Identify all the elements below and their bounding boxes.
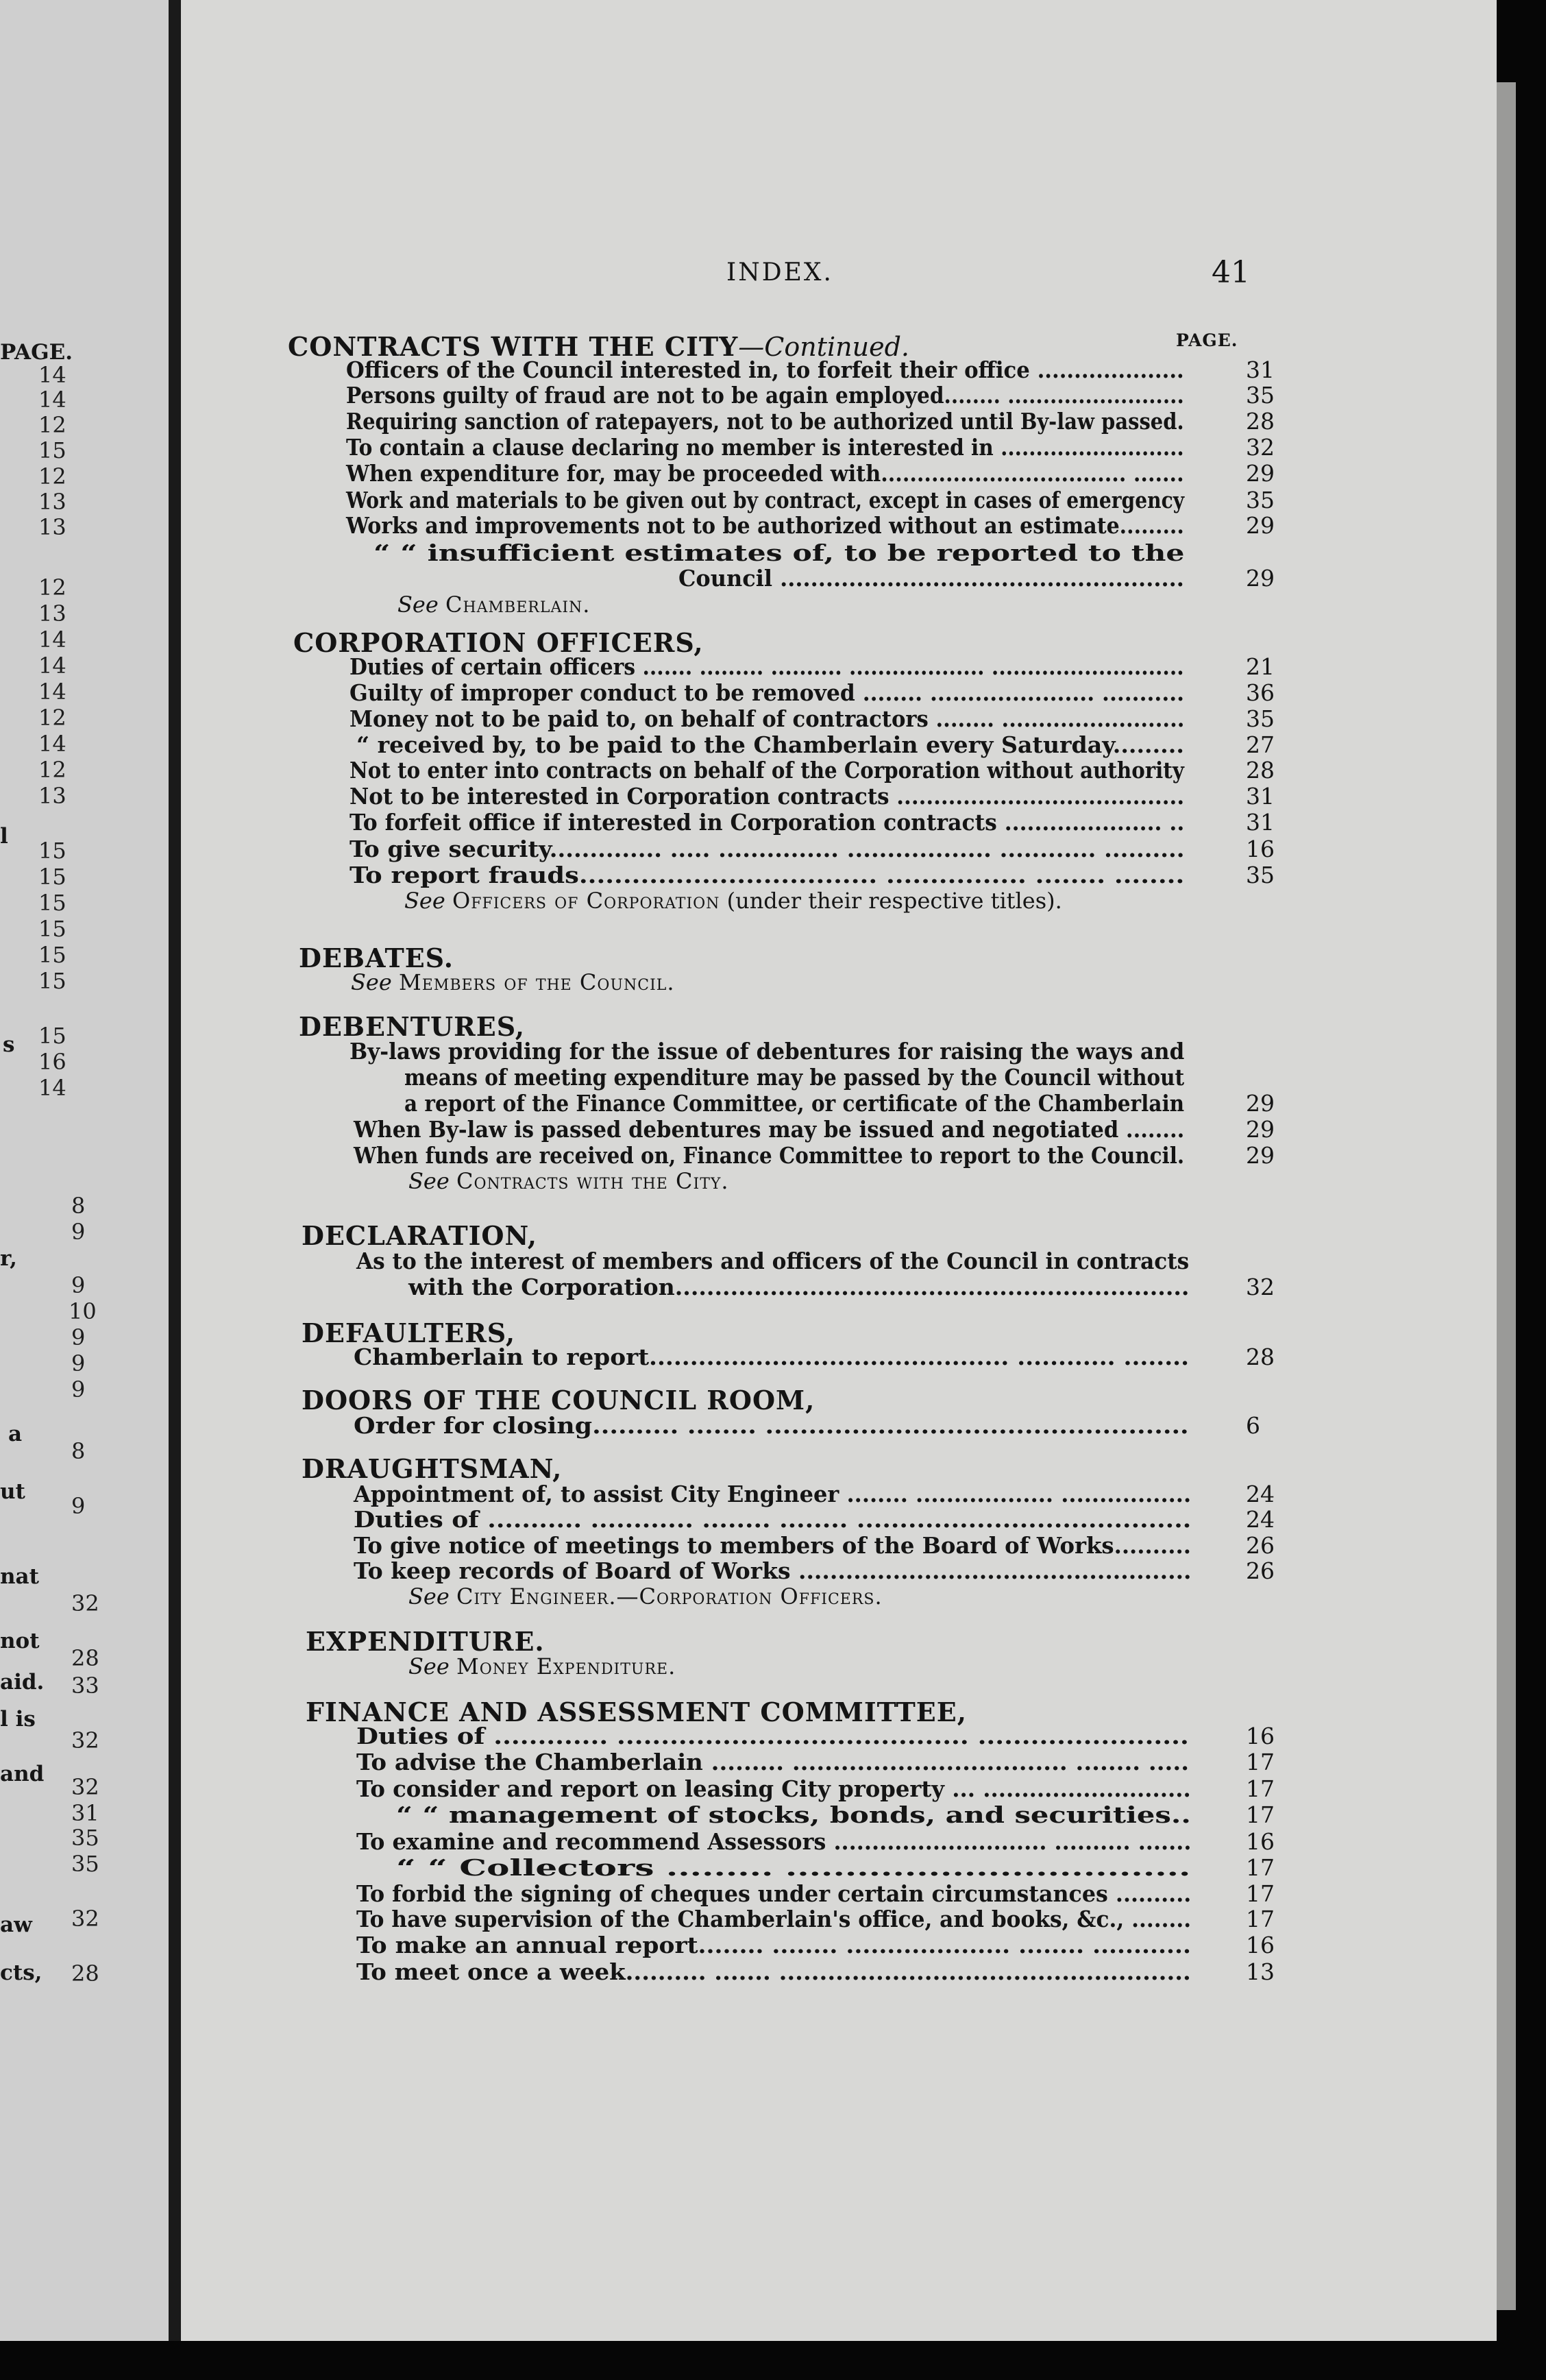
heading-text: CORPORATION OFFICERS,: [293, 627, 704, 658]
index-entry: [349, 757, 1287, 783]
entry-label: [302, 1385, 815, 1416]
entry-page-number: 17: [1246, 1801, 1275, 1828]
left-page-fragment-text: l: [0, 824, 8, 849]
entry-label: To have supervision of the Chamberlain's office, and books, &c., ........: [356, 1906, 1192, 1932]
entry-label: means of meeting expenditure may be passed by the Council without: [404, 1064, 1185, 1091]
entry-label: To examine and recommend Assessors ............................ .......... .......: [356, 1828, 1192, 1855]
entry-page-number: 17: [1246, 1854, 1275, 1881]
heading-continued: —Continued.: [738, 332, 909, 362]
see-word: See: [404, 888, 445, 914]
entry-label: Persons guilty of fraud are not to be again employed........ .........................: [346, 382, 1184, 409]
left-page-number: 12: [38, 463, 66, 489]
entry-page-number: 24: [1246, 1481, 1275, 1507]
entry-label: When expenditure for, may be proceeded with.................................. .......: [346, 460, 1184, 487]
index-entry: [354, 1557, 1287, 1583]
index-heading: [299, 943, 1287, 973]
entry-label: [404, 888, 1062, 914]
entry-label: To contain a clause declaring no member is interested in ..........................: [346, 434, 1184, 461]
left-page-number: 15: [38, 864, 66, 890]
left-page-number: 14: [38, 731, 66, 757]
entry-label: with the Corporation.................................................................: [408, 1274, 1190, 1300]
see-reference: [351, 969, 1287, 995]
index-entry: [356, 1932, 1287, 1958]
entry-page-number: 28: [1246, 757, 1275, 784]
entry-page-number: 17: [1246, 1906, 1275, 1932]
index-entry: [349, 1038, 1287, 1064]
entry-label: [408, 1168, 729, 1194]
index-entry: [678, 565, 1287, 591]
index-heading: [299, 1011, 1287, 1042]
page-column-label: PAGE.: [1176, 330, 1238, 350]
index-entry: [354, 1142, 1287, 1168]
heading-text: DEFAULTERS,: [302, 1318, 516, 1348]
index-entry: [346, 408, 1287, 434]
entry-label: By-laws providing for the issue of debentures for raising the ways and: [349, 1038, 1185, 1065]
index-entry: [354, 1481, 1287, 1507]
index-entry: [404, 1090, 1287, 1116]
see-target: Chamberlain.: [445, 592, 591, 618]
left-page-number: 16: [38, 1049, 66, 1075]
left-page-number: 32: [71, 1774, 99, 1800]
left-page-number: 14: [38, 1075, 66, 1101]
index-heading: [302, 1453, 1287, 1484]
see-note: (under their respective titles).: [720, 888, 1062, 914]
index-entry: [349, 783, 1287, 809]
left-page-number: 15: [38, 1023, 66, 1049]
entry-label: [351, 969, 675, 995]
page-edge: [1497, 82, 1516, 2310]
index-heading: [288, 331, 1287, 362]
entry-page-number: 24: [1246, 1506, 1275, 1533]
entry-label: When By-law is passed debentures may be issued and negotiated ........: [354, 1116, 1185, 1143]
index-entry: [356, 1958, 1287, 1984]
left-page-number: 9: [71, 1376, 86, 1402]
left-page-number: 32: [71, 1906, 99, 1932]
index-heading: [302, 1385, 1287, 1416]
left-page-number: 9: [71, 1272, 86, 1298]
entry-label: [302, 1453, 562, 1484]
entry-page-number: 17: [1246, 1775, 1275, 1802]
index-entry: [349, 705, 1287, 731]
heading-text: EXPENDITURE.: [306, 1626, 545, 1657]
left-page-number: 15: [38, 838, 66, 864]
see-word: See: [408, 1653, 450, 1679]
index-entry: [346, 512, 1287, 538]
entry-label: [408, 1583, 883, 1610]
left-page-number: 15: [38, 437, 66, 463]
page-title: INDEX.: [726, 258, 833, 287]
entry-page-number: 35: [1246, 487, 1275, 513]
entry-label: To give security.............. ..... ............... .................. ............ ..........: [349, 836, 1185, 862]
index-entry: [396, 1801, 1287, 1827]
index-heading: [306, 1697, 1287, 1727]
left-page-number: 32: [71, 1727, 99, 1753]
see-word: See: [408, 1168, 450, 1194]
left-page-fragment-text: aid.: [0, 1670, 45, 1695]
entry-label: To give notice of meetings to members of the Board of Works..........: [354, 1532, 1191, 1559]
see-word: See: [397, 592, 439, 618]
entry-label: To forfeit office if interested in Corporation contracts ..................... ..: [349, 809, 1185, 836]
entry-page-number: 16: [1246, 1932, 1275, 1958]
entry-page-number: 26: [1246, 1532, 1275, 1559]
entry-label: To meet once a week.......... ....... ...................................................: [356, 1958, 1191, 1985]
heading-text: DOORS OF THE COUNCIL ROOM,: [302, 1385, 815, 1416]
entry-page-number: 21: [1246, 653, 1275, 680]
entry-label: To forbid the signing of cheques under certain circumstances ..........: [356, 1880, 1192, 1907]
left-page-number: 14: [38, 653, 66, 679]
heading-text: DEBENTURES,: [299, 1011, 526, 1042]
index-entry: [354, 1532, 1287, 1558]
index-entry: [346, 356, 1287, 382]
entry-page-number: 32: [1246, 434, 1275, 461]
entry-label: Money not to be paid to, on behalf of contractors ........ .........................: [349, 705, 1185, 732]
index-entry: [356, 731, 1287, 757]
left-page-number: 15: [38, 942, 66, 968]
entry-label: To report frauds.................................. ................ ........ ........: [349, 862, 1185, 888]
entry-label: To make an annual report........ ........ .................... ........ ............: [356, 1932, 1191, 1958]
entry-page-number: 28: [1246, 408, 1275, 435]
see-target: Officers of Corporation: [452, 888, 720, 914]
entry-label: Appointment of, to assist City Engineer ........ .................. .................: [354, 1481, 1192, 1507]
entry-page-number: 31: [1246, 809, 1275, 836]
entry-page-number: 35: [1246, 705, 1275, 732]
heading-text: FINANCE AND ASSESSMENT COMMITTEE,: [306, 1697, 967, 1727]
index-entry: [354, 1412, 1287, 1438]
index-heading: [302, 1220, 1287, 1251]
index-entry: [356, 1906, 1287, 1932]
left-page-number: 15: [38, 890, 66, 916]
left-page-fragment-text: cts,: [0, 1960, 42, 1985]
left-page-number: 12: [38, 574, 66, 600]
left-page-number: 8: [71, 1193, 86, 1219]
left-page-label: PAGE.: [0, 340, 73, 365]
entry-page-number: 16: [1246, 836, 1275, 862]
left-page-number: 13: [38, 489, 66, 515]
entry-page-number: 16: [1246, 1723, 1275, 1749]
left-page-fragment-text: a: [8, 1422, 23, 1446]
index-entry: [356, 1723, 1287, 1749]
entry-page-number: 27: [1246, 731, 1275, 758]
see-reference: [408, 1583, 1287, 1610]
left-page-number: 14: [38, 627, 66, 653]
see-reference: [408, 1653, 1287, 1679]
index-entry: [349, 679, 1287, 705]
see-word: See: [408, 1583, 450, 1610]
left-page-number: 35: [71, 1851, 99, 1877]
left-page-number: 9: [71, 1324, 86, 1350]
entry-page-number: 36: [1246, 679, 1275, 706]
entry-label: Duties of ............. ........................................ ........................: [356, 1723, 1189, 1749]
see-reference: [397, 592, 1287, 618]
index-entry: [349, 836, 1287, 862]
entry-page-number: 29: [1246, 460, 1275, 487]
entry-page-number: 13: [1246, 1958, 1275, 1985]
index-entry: [346, 382, 1287, 408]
left-page-number: 9: [71, 1350, 86, 1376]
index-entry: [356, 1248, 1287, 1274]
index-heading: [293, 627, 1287, 658]
entry-label: [306, 1626, 545, 1657]
left-page-number: 12: [38, 412, 66, 438]
left-page-number: 8: [71, 1438, 86, 1464]
entry-label: Chamberlain to report............................................ ............ ........: [354, 1344, 1190, 1370]
left-page-number: 10: [69, 1298, 97, 1324]
index-entry: [346, 460, 1287, 486]
index-entry: [354, 1344, 1287, 1370]
entry-label: Not to enter into contracts on behalf of the Corporation without authority: [349, 757, 1184, 784]
entry-label: Requiring sanction of ratepayers, not to be authorized until By-law passed.: [346, 408, 1184, 435]
entry-label: To advise the Chamberlain ......... .................................. ........ .....: [356, 1749, 1190, 1775]
entry-label: To consider and report on leasing City property ... ...........................: [356, 1775, 1191, 1802]
index-heading: [306, 1626, 1287, 1657]
entry-label: a report of the Finance Committee, or certificate of the Chamberlain: [404, 1090, 1185, 1117]
left-page-number: 15: [38, 916, 66, 942]
entry-label: As to the interest of members and officers of the Council in contracts: [356, 1248, 1190, 1274]
left-page-fragment-text: s: [3, 1032, 15, 1057]
see-target: City Engineer.—Corporation Officers.: [456, 1583, 883, 1610]
left-page-number: 12: [38, 705, 66, 731]
entry-page-number: 31: [1246, 783, 1275, 810]
index-entry: [408, 1274, 1287, 1300]
entry-label: Not to be interested in Corporation contracts .......................................: [349, 783, 1185, 810]
index-entry: [404, 1064, 1287, 1090]
left-page-fragment-text: and: [0, 1762, 45, 1786]
entry-label: “ “ management of stocks, bonds, and securities..: [396, 1801, 1191, 1828]
entry-page-number: 29: [1246, 1116, 1275, 1143]
entry-label: Officers of the Council interested in, to forfeit their office ....................: [346, 356, 1184, 383]
entry-label: [302, 1220, 537, 1251]
entry-page-number: 6: [1246, 1412, 1260, 1439]
left-page-number: 14: [38, 362, 66, 388]
index-entry: [356, 1880, 1287, 1906]
entry-page-number: 35: [1246, 862, 1275, 888]
entry-page-number: 17: [1246, 1880, 1275, 1907]
entry-page-number: 31: [1246, 356, 1275, 383]
heading-text: DRAUGHTSMAN,: [302, 1453, 563, 1484]
entry-page-number: 26: [1246, 1557, 1275, 1584]
left-page-number: 12: [38, 757, 66, 783]
index-entry: [349, 862, 1287, 888]
left-page-number: 9: [71, 1493, 86, 1519]
left-page-fragment-text: not: [0, 1629, 40, 1653]
left-page-number: 32: [71, 1590, 99, 1616]
entry-page-number: 32: [1246, 1274, 1275, 1300]
entry-label: Duties of ........... ............ ........ ........ .......................................: [354, 1506, 1192, 1533]
see-reference: [404, 888, 1287, 914]
entry-label: Work and materials to be given out by contract, except in cases of emergency: [346, 487, 1185, 513]
entry-page-number: 35: [1246, 382, 1275, 409]
entry-label: Duties of certain officers ....... ......... .......... ................... ...........................: [349, 653, 1184, 680]
index-entry: [349, 809, 1287, 835]
see-target: Contracts with the City.: [456, 1168, 729, 1194]
see-target: Money Expenditure.: [456, 1653, 676, 1679]
index-entry: [349, 653, 1287, 679]
entry-label: [397, 592, 590, 618]
entry-page-number: 29: [1246, 565, 1275, 592]
left-page-number: 31: [71, 1800, 99, 1826]
entry-label: When funds are received on, Finance Committee to report to the Council.: [354, 1142, 1185, 1169]
left-page-number: 13: [38, 600, 66, 627]
see-word: See: [351, 969, 392, 995]
see-reference: [408, 1168, 1287, 1194]
index-entry: [346, 434, 1287, 460]
entry-label: “ “ insufficient estimates of, to be reported to the: [373, 539, 1185, 566]
entry-page-number: 29: [1246, 1090, 1275, 1117]
index-entry: [356, 1775, 1287, 1801]
left-page-number: 9: [71, 1219, 86, 1245]
left-page-fragment-text: nat: [0, 1564, 39, 1589]
entry-page-number: 29: [1246, 512, 1275, 539]
entry-label: Works and improvements not to be authorized without an estimate.........: [346, 512, 1184, 539]
left-page-fragment-text: l is: [0, 1707, 36, 1732]
heading-text: DECLARATION,: [302, 1220, 538, 1251]
left-page-number: 28: [71, 1645, 99, 1671]
left-page-fragment-text: r,: [0, 1246, 17, 1271]
index-entry: [356, 1828, 1287, 1854]
left-page-number: 33: [71, 1673, 99, 1699]
heading-text: CONTRACTS WITH THE CITY: [288, 331, 739, 362]
index-entry: [354, 1506, 1287, 1532]
entry-label: “ received by, to be paid to the Chamberlain every Saturday.........: [356, 731, 1184, 758]
entry-label: Order for closing.......... ........ .................................................: [354, 1412, 1189, 1439]
left-page-number: 15: [38, 968, 66, 994]
left-page-number: 35: [71, 1825, 99, 1851]
left-page-number: 13: [38, 514, 66, 540]
entry-page-number: 16: [1246, 1828, 1275, 1855]
entry-label: [408, 1653, 676, 1679]
index-heading: [302, 1318, 1287, 1348]
heading-text: DEBATES.: [299, 943, 454, 973]
left-page-fragment-text: aw: [0, 1912, 32, 1937]
scan-border: [0, 2341, 1546, 2380]
entry-page-number: 29: [1246, 1142, 1275, 1169]
index-entry: [354, 1116, 1287, 1142]
left-page-fragment-text: ut: [0, 1479, 25, 1504]
entry-label: Guilty of improper conduct to be removed ........ ...................... ...........: [349, 679, 1185, 706]
entry-label: “ “ Collectors ......... ..................................: [396, 1854, 1191, 1881]
entry-page-number: 28: [1246, 1344, 1275, 1370]
left-page-number: 28: [71, 1960, 99, 1987]
left-page-number: 14: [38, 679, 66, 705]
index-entry: [356, 1749, 1287, 1775]
index-entry: [396, 1854, 1287, 1880]
entry-page-number: 17: [1246, 1749, 1275, 1775]
left-page-number: 14: [38, 387, 66, 413]
book-gutter: [169, 0, 181, 2380]
see-target: Members of the Council.: [398, 969, 675, 995]
entry-label: To keep records of Board of Works ..................................................: [354, 1557, 1192, 1584]
left-page-number: 13: [38, 783, 66, 809]
entry-label: Council .....................................................: [678, 565, 1184, 592]
index-entry: [346, 487, 1287, 513]
page-number: 41: [1212, 255, 1250, 290]
index-entry: [373, 539, 1287, 566]
